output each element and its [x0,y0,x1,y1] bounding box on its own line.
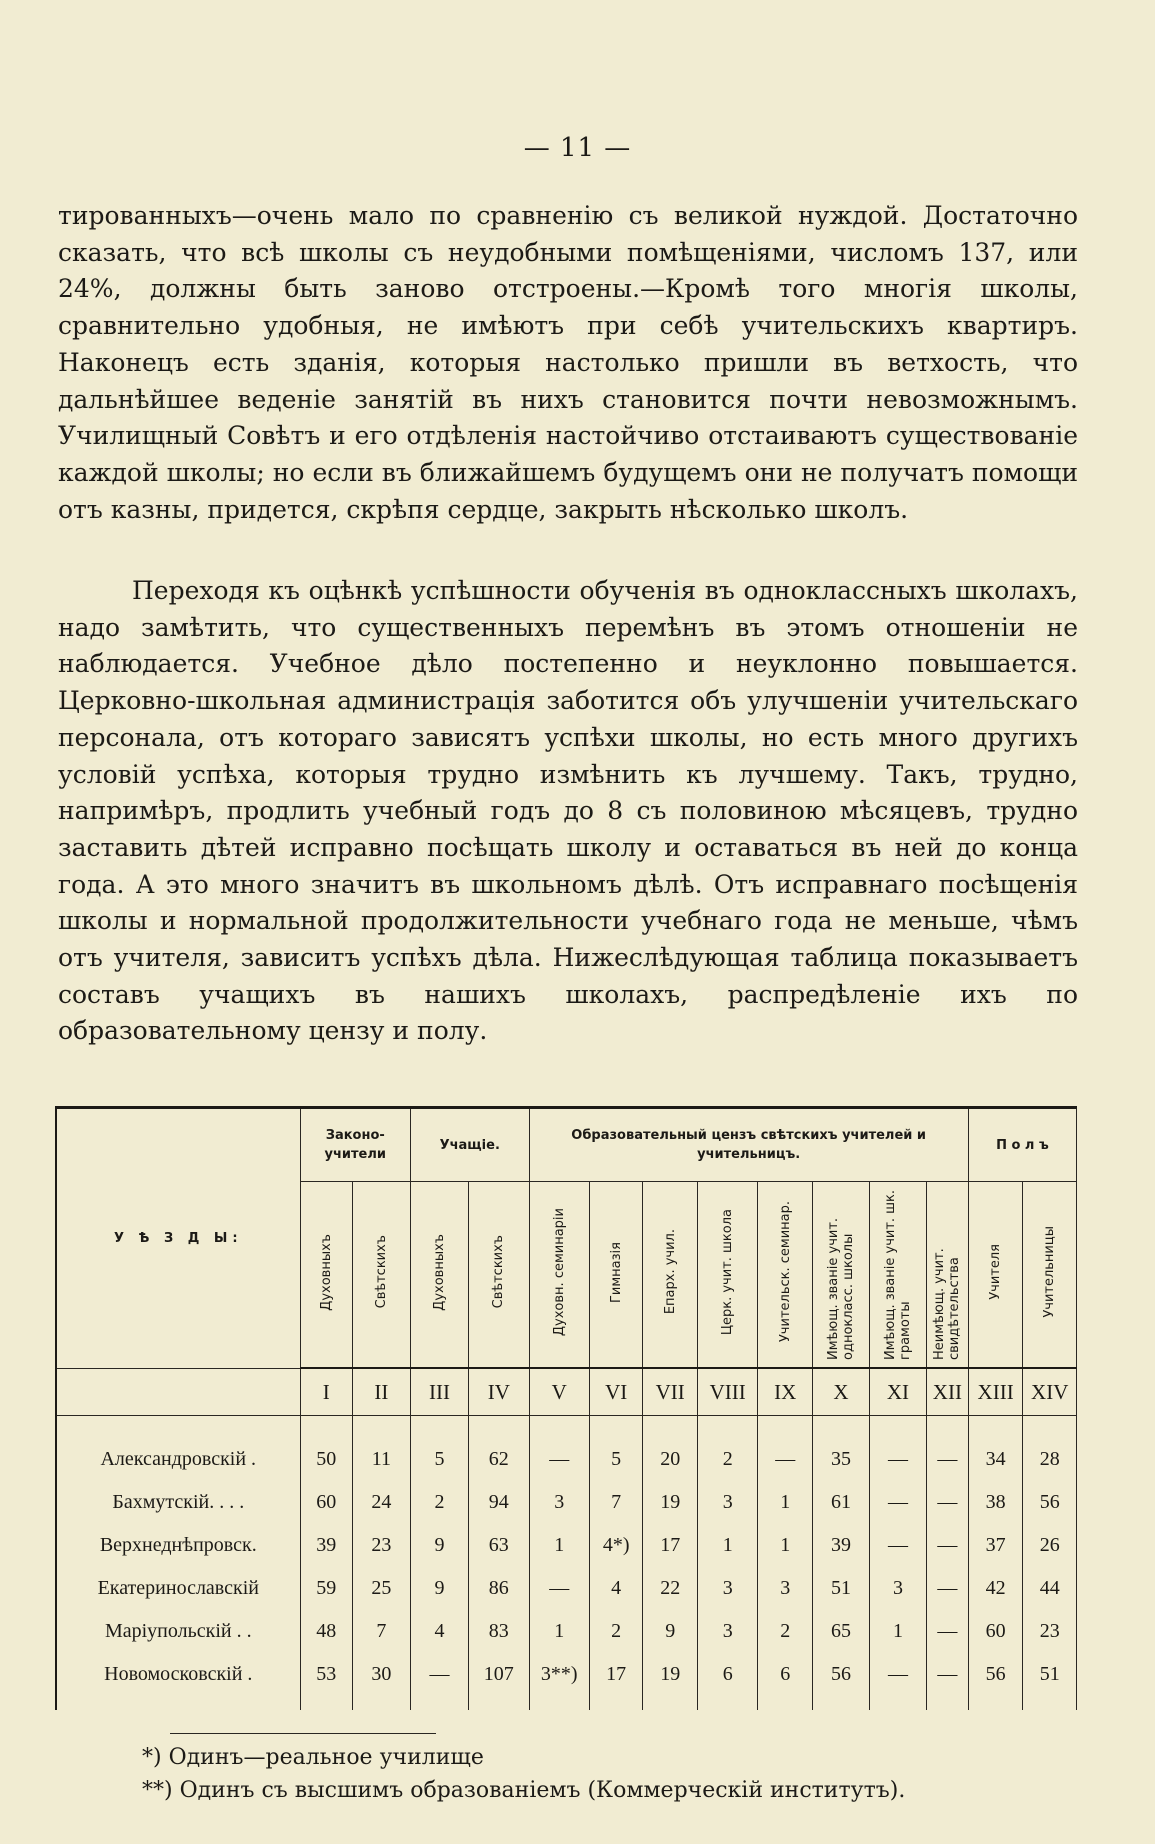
subheader-col-5 [529,1182,589,1369]
subheader-label: Духовн. семинаріи [551,1207,567,1337]
table-cell: 9 [410,1524,468,1567]
table-cell: 5 [410,1438,468,1481]
subheader-label: Неимѣющ. учит. свидѣтельства [932,1247,963,1360]
table-tail-row [56,1696,1077,1710]
table-cell: 51 [1023,1653,1077,1696]
table-cell: 59 [300,1567,352,1610]
table-cell: 56 [813,1653,870,1696]
table-cell: 22 [643,1567,698,1610]
table-cell: — [926,1481,968,1524]
table-cell: 3 [698,1610,758,1653]
group-header-cenz: Образовательный цензъ свѣтскихъ учителей и учительницъ. [529,1108,968,1182]
table-cell: 3 [698,1481,758,1524]
table-cell: — [926,1567,968,1610]
subheader-col-12 [926,1182,968,1369]
table-cell: — [926,1524,968,1567]
footnote-2: **) Одинъ съ высшимъ образованіемъ (Коммерческій институтъ). [142,1778,906,1803]
uezd-name-cell: Маріупольскій . . [56,1610,300,1653]
table-row [56,1481,1077,1524]
table-cell: 17 [643,1524,698,1567]
table-cell: 6 [758,1653,813,1696]
roman-numeral-cell: III [410,1368,468,1416]
table-cell: — [410,1653,468,1696]
table-cell: 39 [813,1524,870,1567]
subheader-col-14 [1023,1182,1077,1369]
table-cell: 60 [300,1481,352,1524]
table-cell: 38 [968,1481,1023,1524]
table-cell: 39 [300,1524,352,1567]
table-body [56,1438,1077,1696]
group-header-uchashchie: Учащіе. [410,1108,529,1182]
paragraph-2 [58,573,1078,1050]
table-cell: 1 [529,1524,589,1567]
table-cell: 51 [813,1567,870,1610]
table-cell: 26 [1023,1524,1077,1567]
subheader-label: Учителя [988,1244,1004,1300]
table-row [56,1438,1077,1481]
table-cell: 28 [1023,1438,1077,1481]
page-number: — 11 — [523,133,632,163]
roman-numeral-cell: VIII [698,1368,758,1416]
footnote-1: *) Одинъ—реальное училище [142,1745,484,1770]
roman-numeral-cell: X [813,1368,870,1416]
table-cell: 3 [698,1567,758,1610]
table-cell: 42 [968,1567,1023,1610]
table-cell: 34 [968,1438,1023,1481]
subheader-col-10 [813,1182,870,1369]
table-row [56,1567,1077,1610]
subheader-col-3 [410,1182,468,1369]
table-cell: — [926,1438,968,1481]
uezd-name-cell: Верхнеднѣпровск. [56,1524,300,1567]
group-header-zakonouchiteli: Законо-учители [300,1108,410,1182]
subheader-label: Учительск. семинар. [777,1201,793,1343]
subheader-label: Свѣтскихъ [373,1235,389,1309]
table-cell: 56 [968,1653,1023,1696]
footnote-divider [170,1733,436,1734]
table-row [56,1653,1077,1696]
table-cell: 3 [758,1567,813,1610]
table-cell: 1 [698,1524,758,1567]
table-cell: 30 [352,1653,410,1696]
roman-numeral-cell: VII [643,1368,698,1416]
table-cell: 9 [643,1610,698,1653]
table-cell: 25 [352,1567,410,1610]
table-cell: — [869,1524,926,1567]
table-cell: 2 [589,1610,642,1653]
table-cell: 62 [469,1438,529,1481]
table-cell: 53 [300,1653,352,1696]
subheader-col-13 [968,1182,1023,1369]
table-cell: 44 [1023,1567,1077,1610]
paragraph-2-text: Переходя къ оцѣнкѣ успѣшности обученія въ одноклассныхъ школахъ, надо замѣтить, что существенныхъ перемѣнъ въ этомъ отношеніи не наблюдается. Учебное дѣло постепенно и неуклонно повышается. Церковно-школьная администрація заботится объ улучшеніи учительскаго персонала, отъ котораго зависятъ успѣхи школы, но есть много другихъ условій успѣха, которыя трудно измѣнить къ лучшему. Такъ, трудно, напримѣръ, продлить учебный годъ до 8 съ половиною мѣсяцевъ, трудно заставить дѣтей исправно посѣщать школу и оставаться въ ней до конца года. А это много значитъ въ школьномъ дѣлѣ. Отъ исправнаго посѣщенія школы и нормальной продолжительности учебнаго года не меньше, чѣмъ отъ учителя, зависитъ успѣхъ дѣла. Нижеслѣдующая таблица показываетъ составъ учащихъ въ нашихъ школахъ, распредѣленіе ихъ по образовательному цензу и полу. [58,576,1078,1046]
subheader-label: Свѣтскихъ [491,1235,507,1309]
table-cell: 3**) [529,1653,589,1696]
subheader-col-9 [758,1182,813,1369]
subheader-label: Церк. учит. школа [720,1208,736,1336]
table-cell: 19 [643,1481,698,1524]
table-cell: — [529,1567,589,1610]
table-cell: 2 [758,1610,813,1653]
subheader-col-6 [589,1182,642,1369]
teachers-census-table [55,1106,1077,1710]
table-cell: 61 [813,1481,870,1524]
table-cell: 37 [968,1524,1023,1567]
table-cell: 9 [410,1567,468,1610]
table-cell: 3 [869,1567,926,1610]
subheader-label: Духовныхъ [432,1233,448,1311]
roman-cell-empty [56,1368,300,1416]
subheader-label: Имѣющ. званіе учит. шк. грамоты [882,1189,913,1360]
roman-numeral-cell: II [352,1368,410,1416]
table-cell: — [869,1653,926,1696]
subheader-label: Гимназія [608,1241,624,1303]
table-cell: 50 [300,1438,352,1481]
group-header-pol: П о л ъ [968,1108,1076,1182]
roman-numeral-cell: IX [758,1368,813,1416]
subheader-col-7 [643,1182,698,1369]
table-cell: 1 [758,1524,813,1567]
roman-numeral-cell: XIII [968,1368,1023,1416]
subheader-col-8 [698,1182,758,1369]
table-cell: 5 [589,1438,642,1481]
table-row [56,1610,1077,1653]
paragraph-1: тированныхъ—очень мало по сравненію съ великой нуждой. Достаточно сказать, что всѣ школы съ неудобными помѣщеніями, числомъ 137, или 24%, должны быть заново отстроены.—Кромѣ того многія школы, сравнительно удобныя, не имѣютъ при себѣ учительскихъ квартиръ. Наконецъ есть зданія, которыя настолько пришли въ ветхость, что дальнѣйшее веденіе занятій въ нихъ становится почти невозможнымъ. Училищный Совѣтъ и его отдѣленія настойчиво отстаиваютъ существованіе каждой школы; но если въ ближайшемъ будущемъ они не получатъ помощи отъ казны, придется, скрѣпя сердце, закрыть нѣсколько школъ. [58,201,1078,524]
roman-numeral-cell: XI [869,1368,926,1416]
table-cell: — [758,1438,813,1481]
table-cell: 11 [352,1438,410,1481]
table-cell: 7 [589,1481,642,1524]
subheader-label: Имѣющ. званіе учит. однокласс. школы [826,1217,857,1360]
roman-numeral-cell: VI [589,1368,642,1416]
table-roman-numeral-row [56,1368,1077,1416]
table-cell: 86 [469,1567,529,1610]
table-cell: 23 [352,1524,410,1567]
table-cell: — [869,1481,926,1524]
table-cell: — [926,1653,968,1696]
subheader-label: Учительницы [1042,1226,1058,1318]
uezd-name-cell: Новомосковскій . [56,1653,300,1696]
table-cell: 63 [469,1524,529,1567]
table-spacer-row [56,1416,1077,1439]
table-cell: 65 [813,1610,870,1653]
subheader-col-11 [869,1182,926,1369]
table-cell: — [529,1438,589,1481]
table-cell: 107 [469,1653,529,1696]
table-cell: 1 [869,1610,926,1653]
uezdy-header: У Ѣ З Д Ы: [56,1108,300,1369]
table-cell: 4 [410,1610,468,1653]
table-cell: 1 [529,1610,589,1653]
subheader-label: Епарх. учил. [662,1229,678,1315]
table-cell: 6 [698,1653,758,1696]
table-row [56,1524,1077,1567]
table-cell: 56 [1023,1481,1077,1524]
roman-numeral-cell: I [300,1368,352,1416]
subheader-col-4 [469,1182,529,1369]
table-cell: 94 [469,1481,529,1524]
table-cell: 2 [410,1481,468,1524]
table-cell: 20 [643,1438,698,1481]
uezd-name-cell: Александровскій . [56,1438,300,1481]
table-cell: 4*) [589,1524,642,1567]
table-cell: 83 [469,1610,529,1653]
roman-numeral-cell: IV [469,1368,529,1416]
table-cell: — [869,1438,926,1481]
table-cell: — [926,1610,968,1653]
table-cell: 3 [529,1481,589,1524]
table-cell: 2 [698,1438,758,1481]
table-cell: 17 [589,1653,642,1696]
uezd-name-cell: Бахмутскій. . . . [56,1481,300,1524]
table-cell: 35 [813,1438,870,1481]
table-cell: 7 [352,1610,410,1653]
roman-numeral-cell: XII [926,1368,968,1416]
table-cell: 24 [352,1481,410,1524]
subheader-col-1 [300,1182,352,1369]
table-cell: 4 [589,1567,642,1610]
table-cell: 1 [758,1481,813,1524]
table-cell: 60 [968,1610,1023,1653]
roman-numeral-cell: V [529,1368,589,1416]
table-cell: 19 [643,1653,698,1696]
table-group-header-row [56,1108,1077,1182]
subheader-col-2 [352,1182,410,1369]
table-cell: 23 [1023,1610,1077,1653]
roman-numeral-cell: XIV [1023,1368,1077,1416]
subheader-label: Духовныхъ [318,1233,334,1311]
table-cell: 48 [300,1610,352,1653]
uezd-name-cell: Екатеринославскій [56,1567,300,1610]
